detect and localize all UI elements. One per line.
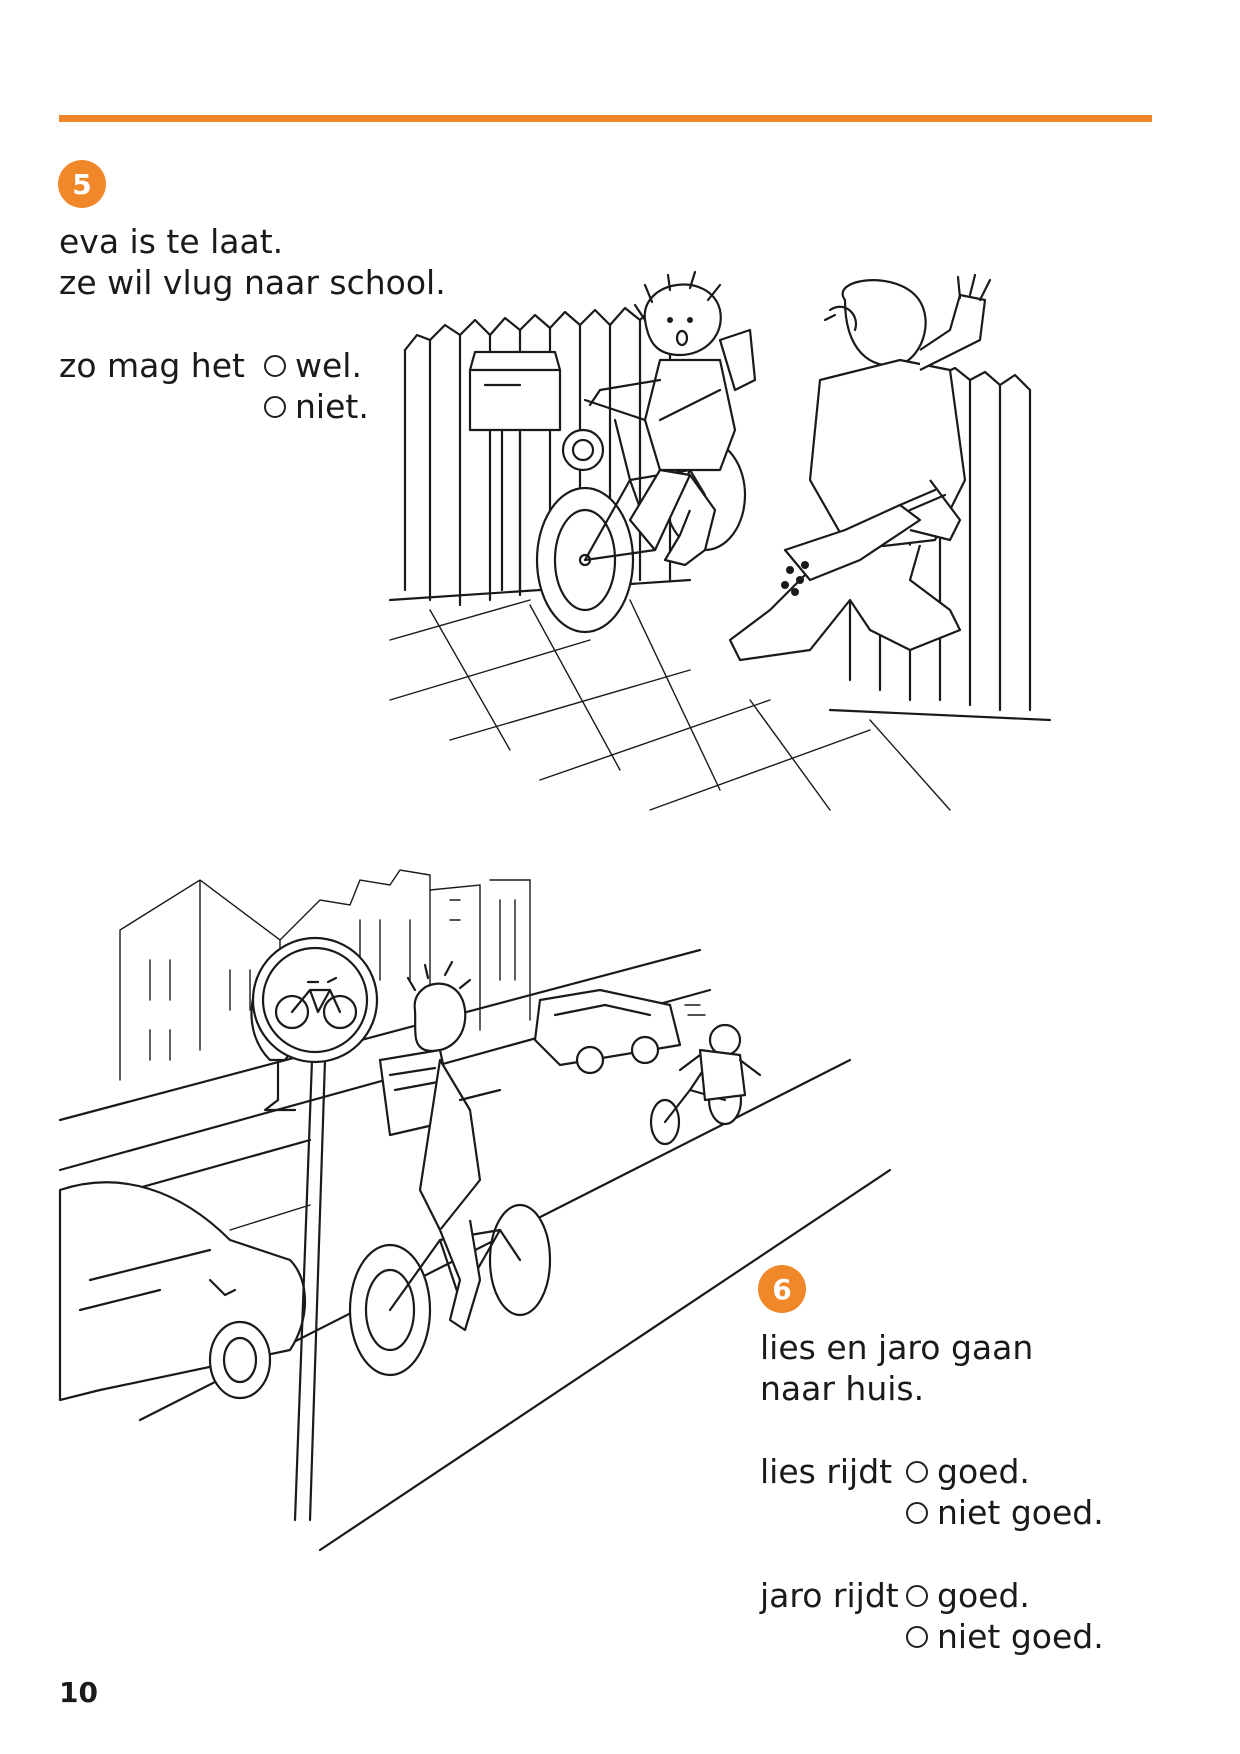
illustration-girl-cycling-on-sidewalk: [390, 280, 1100, 820]
lies-goed-label: goed.: [937, 1452, 1030, 1491]
exercise-5-line-1: eva is te laat.: [59, 222, 284, 261]
jaro-option-goed[interactable]: [906, 1575, 1030, 1616]
radio-lies-goed[interactable]: [906, 1461, 928, 1483]
question-lies-rijdt: lies rijdt: [760, 1452, 893, 1491]
lies-niet-goed-label: niet goed.: [937, 1493, 1104, 1532]
bicycle-road-sign: [253, 938, 377, 1520]
radio-jaro-goed[interactable]: [906, 1585, 928, 1607]
exercise-6-number: 6: [772, 1272, 792, 1306]
radio-lies-niet-goed[interactable]: [906, 1502, 928, 1524]
lies-option-niet-goed[interactable]: [906, 1492, 1104, 1533]
lies-option-goed[interactable]: [906, 1451, 1030, 1492]
radio-jaro-niet-goed[interactable]: [906, 1626, 928, 1648]
top-orange-rule: [59, 115, 1152, 122]
exercise-5-question: zo mag het: [59, 346, 245, 385]
pavement-tiles: [390, 600, 950, 810]
jaro-niet-goed-label: niet goed.: [937, 1617, 1104, 1656]
jaro-option-niet-goed[interactable]: [906, 1616, 1104, 1657]
page-number: 10: [59, 1676, 98, 1709]
option-wel-label: wel.: [295, 346, 362, 385]
exercise-5-line-2: ze wil vlug naar school.: [59, 263, 446, 302]
parked-car: [60, 1182, 305, 1400]
exercise-6-line-1: lies en jaro gaan: [760, 1328, 1034, 1367]
exercise-5-number: 5: [72, 167, 92, 201]
option-niet-label: niet.: [295, 387, 369, 426]
exercise-5-badge: [58, 160, 106, 208]
startled-man: [730, 275, 990, 660]
moving-car: [535, 990, 705, 1073]
exercise-6-badge: [758, 1265, 806, 1313]
cyclist-jaro: [350, 962, 550, 1375]
radio-niet[interactable]: [264, 396, 286, 418]
exercise-6-line-2: naar huis.: [760, 1369, 925, 1408]
exercise-5-option-niet[interactable]: [264, 386, 369, 427]
jaro-goed-label: goed.: [937, 1576, 1030, 1615]
exercise-5-option-wel[interactable]: [264, 345, 362, 386]
question-jaro-rijdt: jaro rijdt: [760, 1576, 899, 1615]
radio-wel[interactable]: [264, 355, 286, 377]
